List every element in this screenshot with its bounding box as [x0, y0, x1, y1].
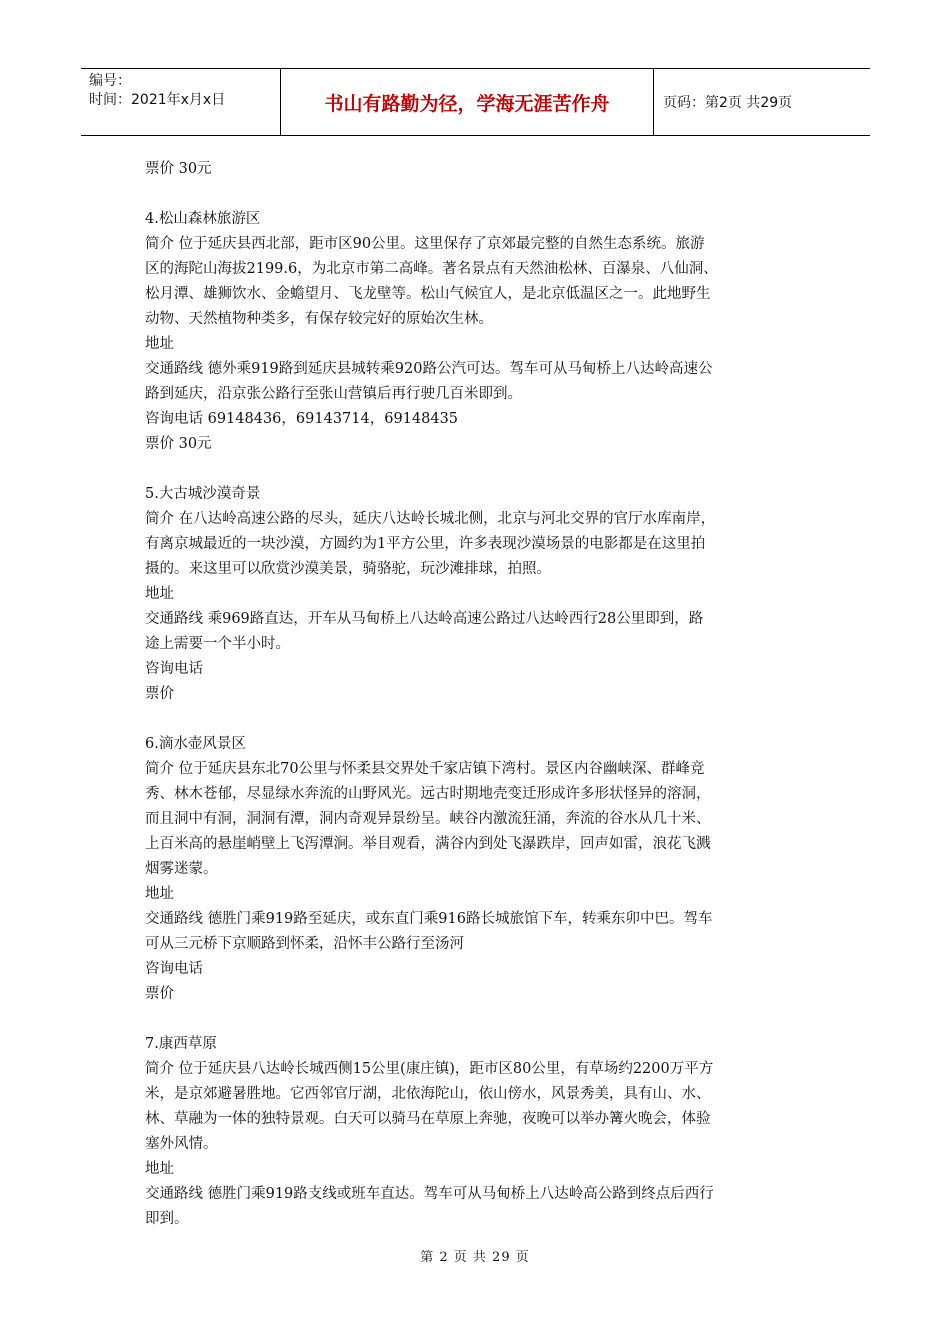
text-line: 票价: [145, 686, 174, 702]
text-line: 7.康西草原: [145, 1036, 217, 1052]
text-line: 地址: [145, 1161, 174, 1177]
text-line: 简介 位于延庆县东北70公里与怀柔县交界处千家店镇下湾村。景区内谷幽峡深、群峰竞: [145, 761, 705, 777]
text-line: 林、草融为一体的独特景观。白天可以骑马在草原上奔驰，夜晚可以举办篝火晚会，体验: [145, 1111, 711, 1127]
document-code-label: 编号：: [89, 73, 131, 89]
text-line: 而且洞中有洞，洞洞有潭，洞内奇观异景纷呈。峡谷内激流狂涌，奔流的谷水从几十米、: [145, 811, 711, 827]
text-line: 即到。: [145, 1211, 189, 1227]
text-line: 票价: [145, 986, 174, 1002]
text-line: 地址: [145, 336, 174, 352]
text-line: 咨询电话 69148436，69143714，69148435: [145, 411, 459, 427]
document-time-label: 时间：2021年x月x日: [89, 92, 226, 108]
text-line: 交通路线 德胜门乘919路支线或班车直达。驾车可从马甸桥上八达岭高公路到终点后西行: [145, 1186, 714, 1202]
page-footer: 第 2 页 共 29 页: [420, 1250, 530, 1265]
page-header: [81, 68, 870, 136]
paragraph-gap: [145, 182, 807, 207]
header-page-info: 页码：第2页 共29页: [663, 95, 793, 111]
text-line: 摄的。来这里可以欣赏沙漠美景，骑骆驼，玩沙滩排球，拍照。: [145, 561, 551, 577]
text-line: 米，是京郊避暑胜地。它西邻官厅湖，北依海陀山，依山傍水，风景秀美，具有山、水、: [145, 1086, 711, 1102]
text-line: 地址: [145, 886, 174, 902]
text-line: 秀、林木苍郁，尽显绿水奔流的山野风光。远古时期地壳变迁形成许多形状怪异的溶洞，: [145, 786, 711, 802]
text-line: 松月潭、雄狮饮水、金蟾望月、飞龙壁等。松山气候宜人，是北京低温区之一。此地野生: [145, 286, 711, 302]
text-line: 简介 位于延庆县八达岭长城西侧15公里(康庄镇)，距市区80公里，有草场约2200万平方: [145, 1061, 714, 1077]
text-line: 简介 在八达岭高速公路的尽头，延庆八达岭长城北侧，北京与河北交界的官厅水库南岸，: [145, 511, 716, 527]
text-line: 上百米高的悬崖峭壁上飞泻潭涧。举目观看，满谷内到处飞瀑跌岸，回声如雷，浪花飞溅: [145, 836, 711, 852]
text-line: 咨询电话: [145, 961, 203, 977]
document-body: [145, 157, 807, 1232]
text-line: 有离京城最近的一块沙漠，方圆约为1平方公里，许多表现沙漠场景的电影都是在这里拍: [145, 536, 706, 552]
paragraph-gap: [145, 707, 807, 732]
paragraph-gap: [145, 457, 807, 482]
text-line: 交通路线 德胜门乘919路至延庆，或东直门乘916路长城旅馆下车，转乘东卯中巴。驾车: [145, 911, 713, 927]
text-line: 咨询电话: [145, 661, 203, 677]
text-line: 塞外风情。: [145, 1136, 218, 1152]
paragraph-gap: [145, 1007, 807, 1032]
text-line: 交通路线 德外乘919路到延庆县城转乘920路公汽可达。驾车可从马甸桥上八达岭高速公: [145, 361, 713, 377]
text-line: 6.滴水壶风景区: [145, 736, 246, 752]
text-line: 途上需要一个半小时。: [145, 636, 290, 652]
text-line: 简介 位于延庆县西北部，距市区90公里。这里保存了京郊最完整的自然生态系统。旅游: [145, 236, 705, 252]
text-line: 4.松山森林旅游区: [145, 211, 261, 227]
text-line: 烟雾迷蒙。: [145, 861, 218, 877]
header-meta: [81, 69, 281, 135]
text-line: 5.大古城沙漠奇景: [145, 486, 261, 502]
text-line: 可从三元桥下京顺路到怀柔，沿怀丰公路行至汤河: [145, 936, 464, 952]
text-line: 票价 30元: [145, 436, 212, 452]
text-line: 票价 30元: [145, 161, 212, 177]
text-line: 交通路线 乘969路直达，开车从马甸桥上八达岭高速公路过八达岭西行28公里即到，路: [145, 611, 704, 627]
text-line: 路到延庆，沿京张公路行至张山营镇后再行驶几百米即到。: [145, 386, 522, 402]
header-motto: 书山有路勤为径，学海无涯苦作舟: [281, 69, 654, 135]
text-line: 地址: [145, 586, 174, 602]
text-line: 区的海陀山海拔2199.6，为北京市第二高峰。著名景点有天然油松林、百瀑泉、八仙洞、: [145, 261, 718, 277]
text-line: 动物、天然植物种类多，有保存较完好的原始次生林。: [145, 311, 493, 327]
